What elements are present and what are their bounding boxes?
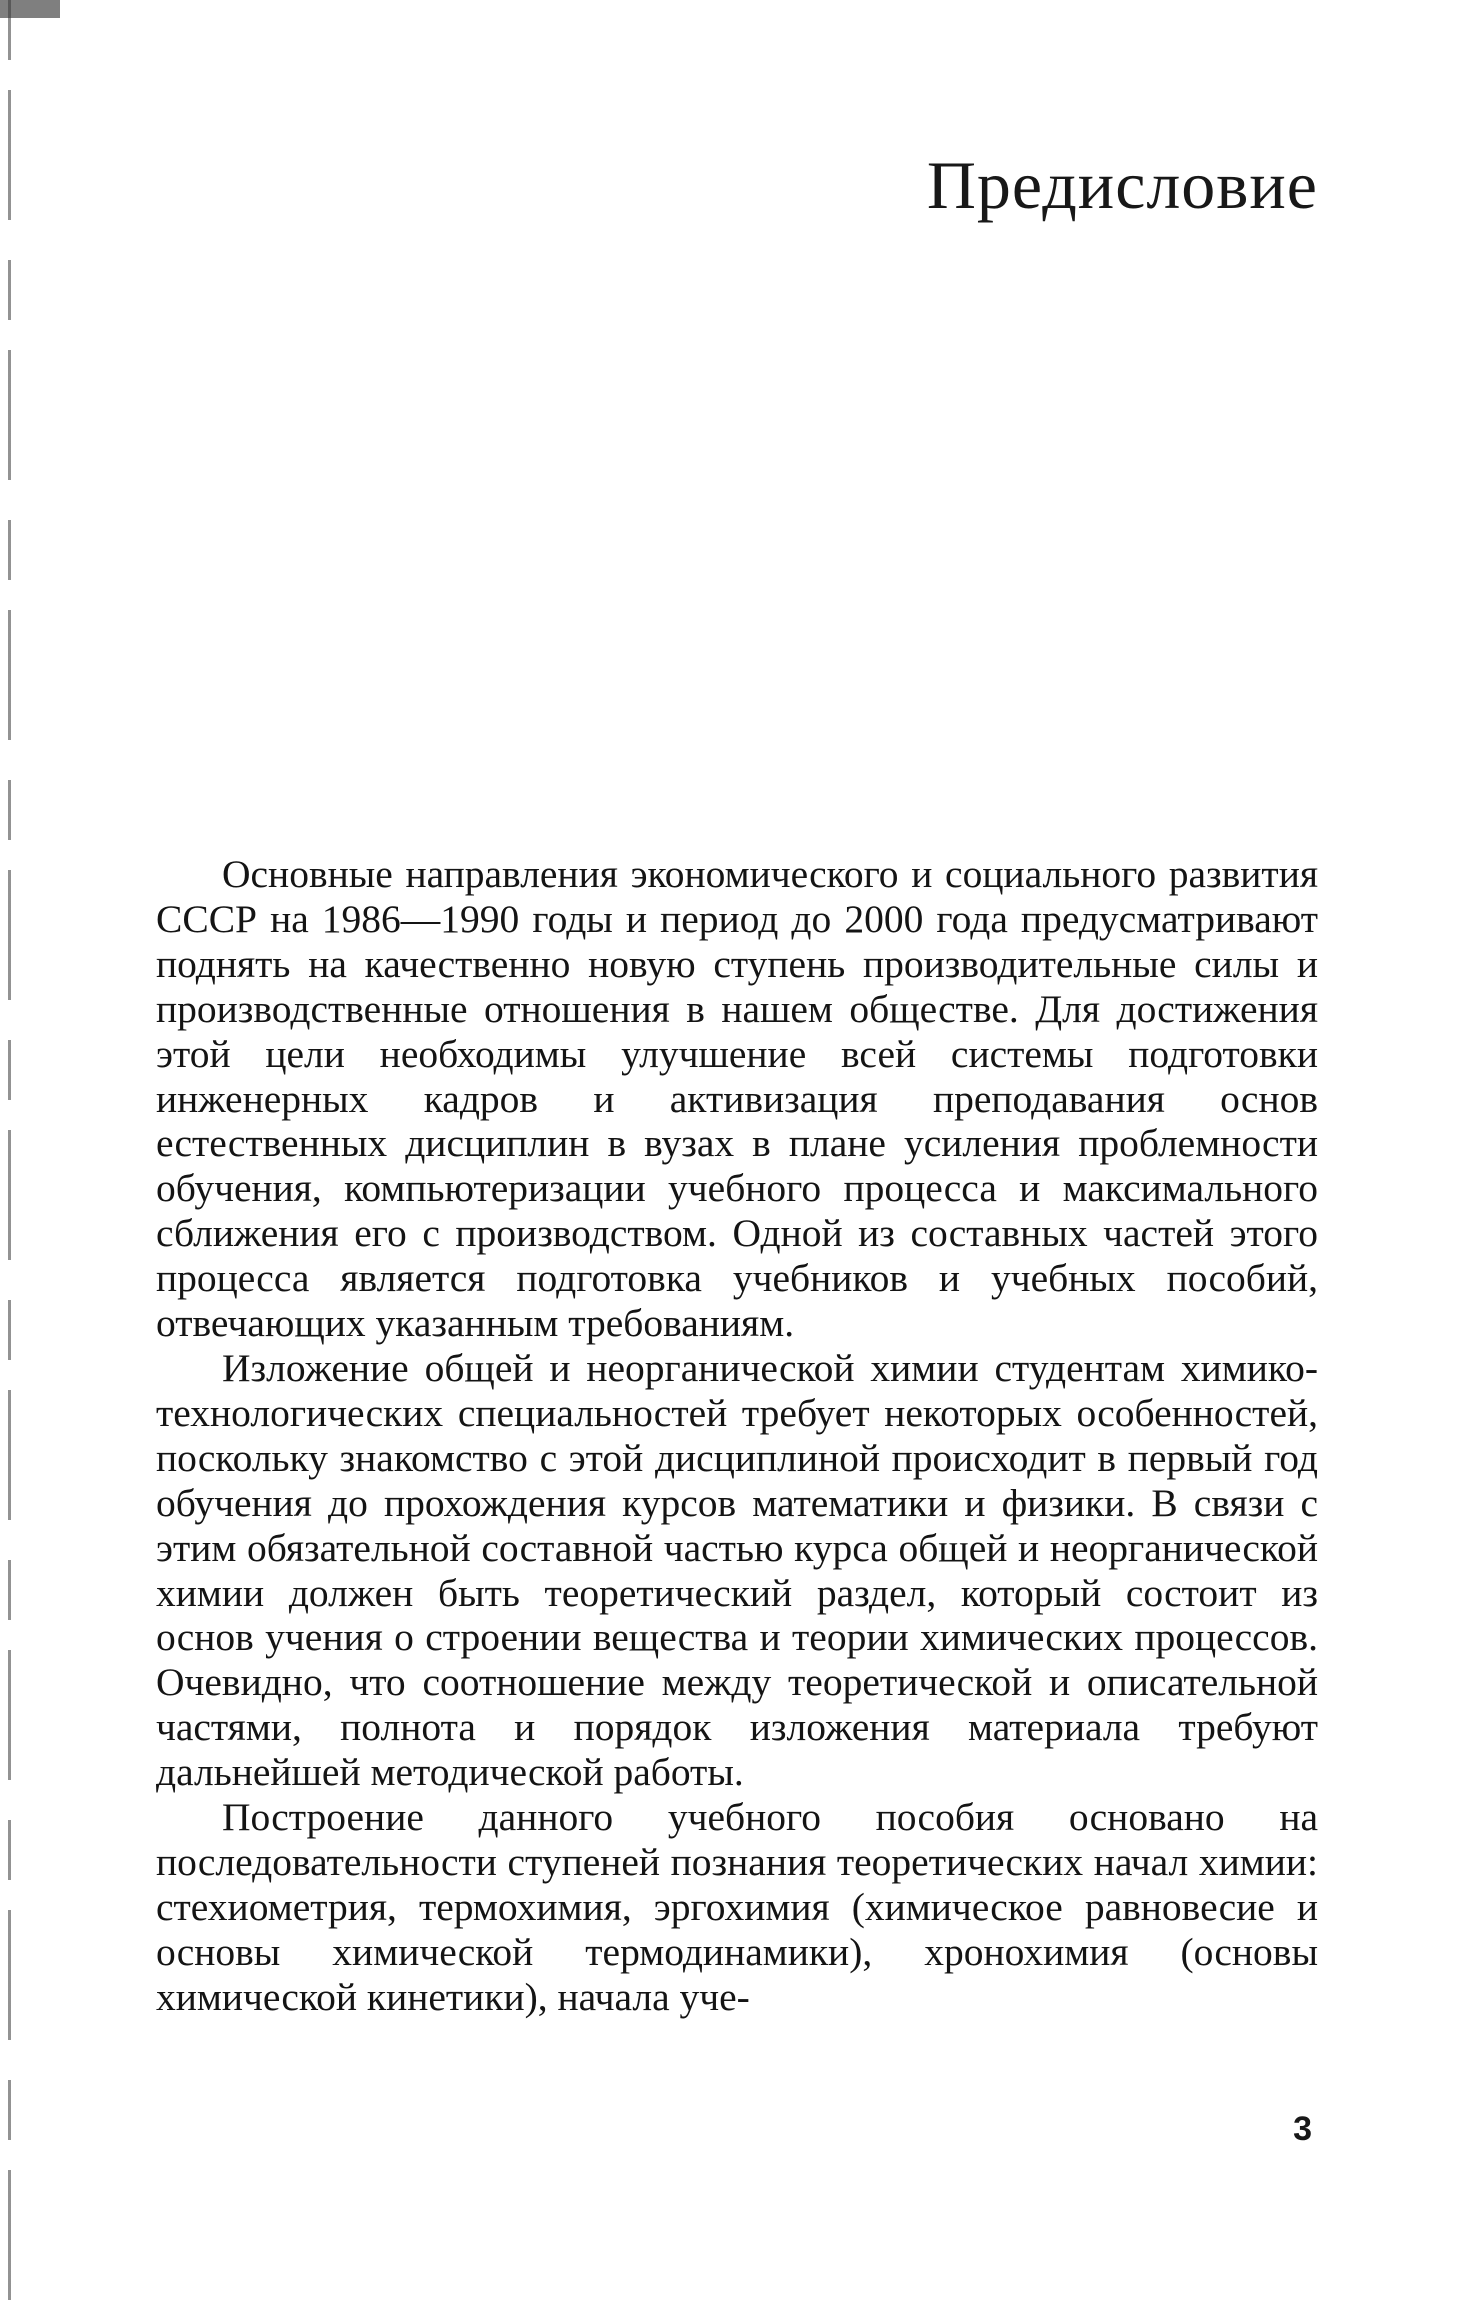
paragraph-1: Основные направления экономического и социального развития СССР на 1986—1990 годы и период до 2000 года предусматривают поднять на качественно новую ступень производительные силы и производственные отношения в нашем обществе. Для достижения этой цели необходимы улучшение всей системы подготовки инженерных кадров и активизация преподавания основ естественных дисциплин в вузах в плане усиления проблемности обучения, компьютеризации учебного процесса и максимального сближения его с производством. Одной из составных частей этого процесса является подготовка учебников и учебных пособий, отвечающих указанным требованиям. [156,852,1318,1346]
body-text [156,852,1318,2020]
page-number: 3 [1293,2110,1312,2148]
paragraph-3: Построение данного учебного пособия основано на последовательности ступеней познания теоретических начал химии: стехиометрия, термохимия, эргохимия (химическое равновесие и основы химической термодинамики), хронохимия (основы химической кинетики), начала уче- [156,1795,1318,2019]
scan-page-edge [8,0,11,2307]
page-title: Предисловие [926,147,1318,223]
paragraph-2: Изложение общей и неорганической химии студентам химико-технологических специальностей требует некоторых особенностей, поскольку знакомство с этой дисциплиной происходит в первый год обучения до прохождения курсов математики и физики. В связи с этим обязательной составной частью курса общей и неорганической химии должен быть теоретический раздел, который состоит из основ учения о строении вещества и теории химических процессов. Очевидно, что соотношение между теоретической и описательной частями, полнота и порядок изложения материала требуют дальнейшей методической работы. [156,1345,1318,1795]
